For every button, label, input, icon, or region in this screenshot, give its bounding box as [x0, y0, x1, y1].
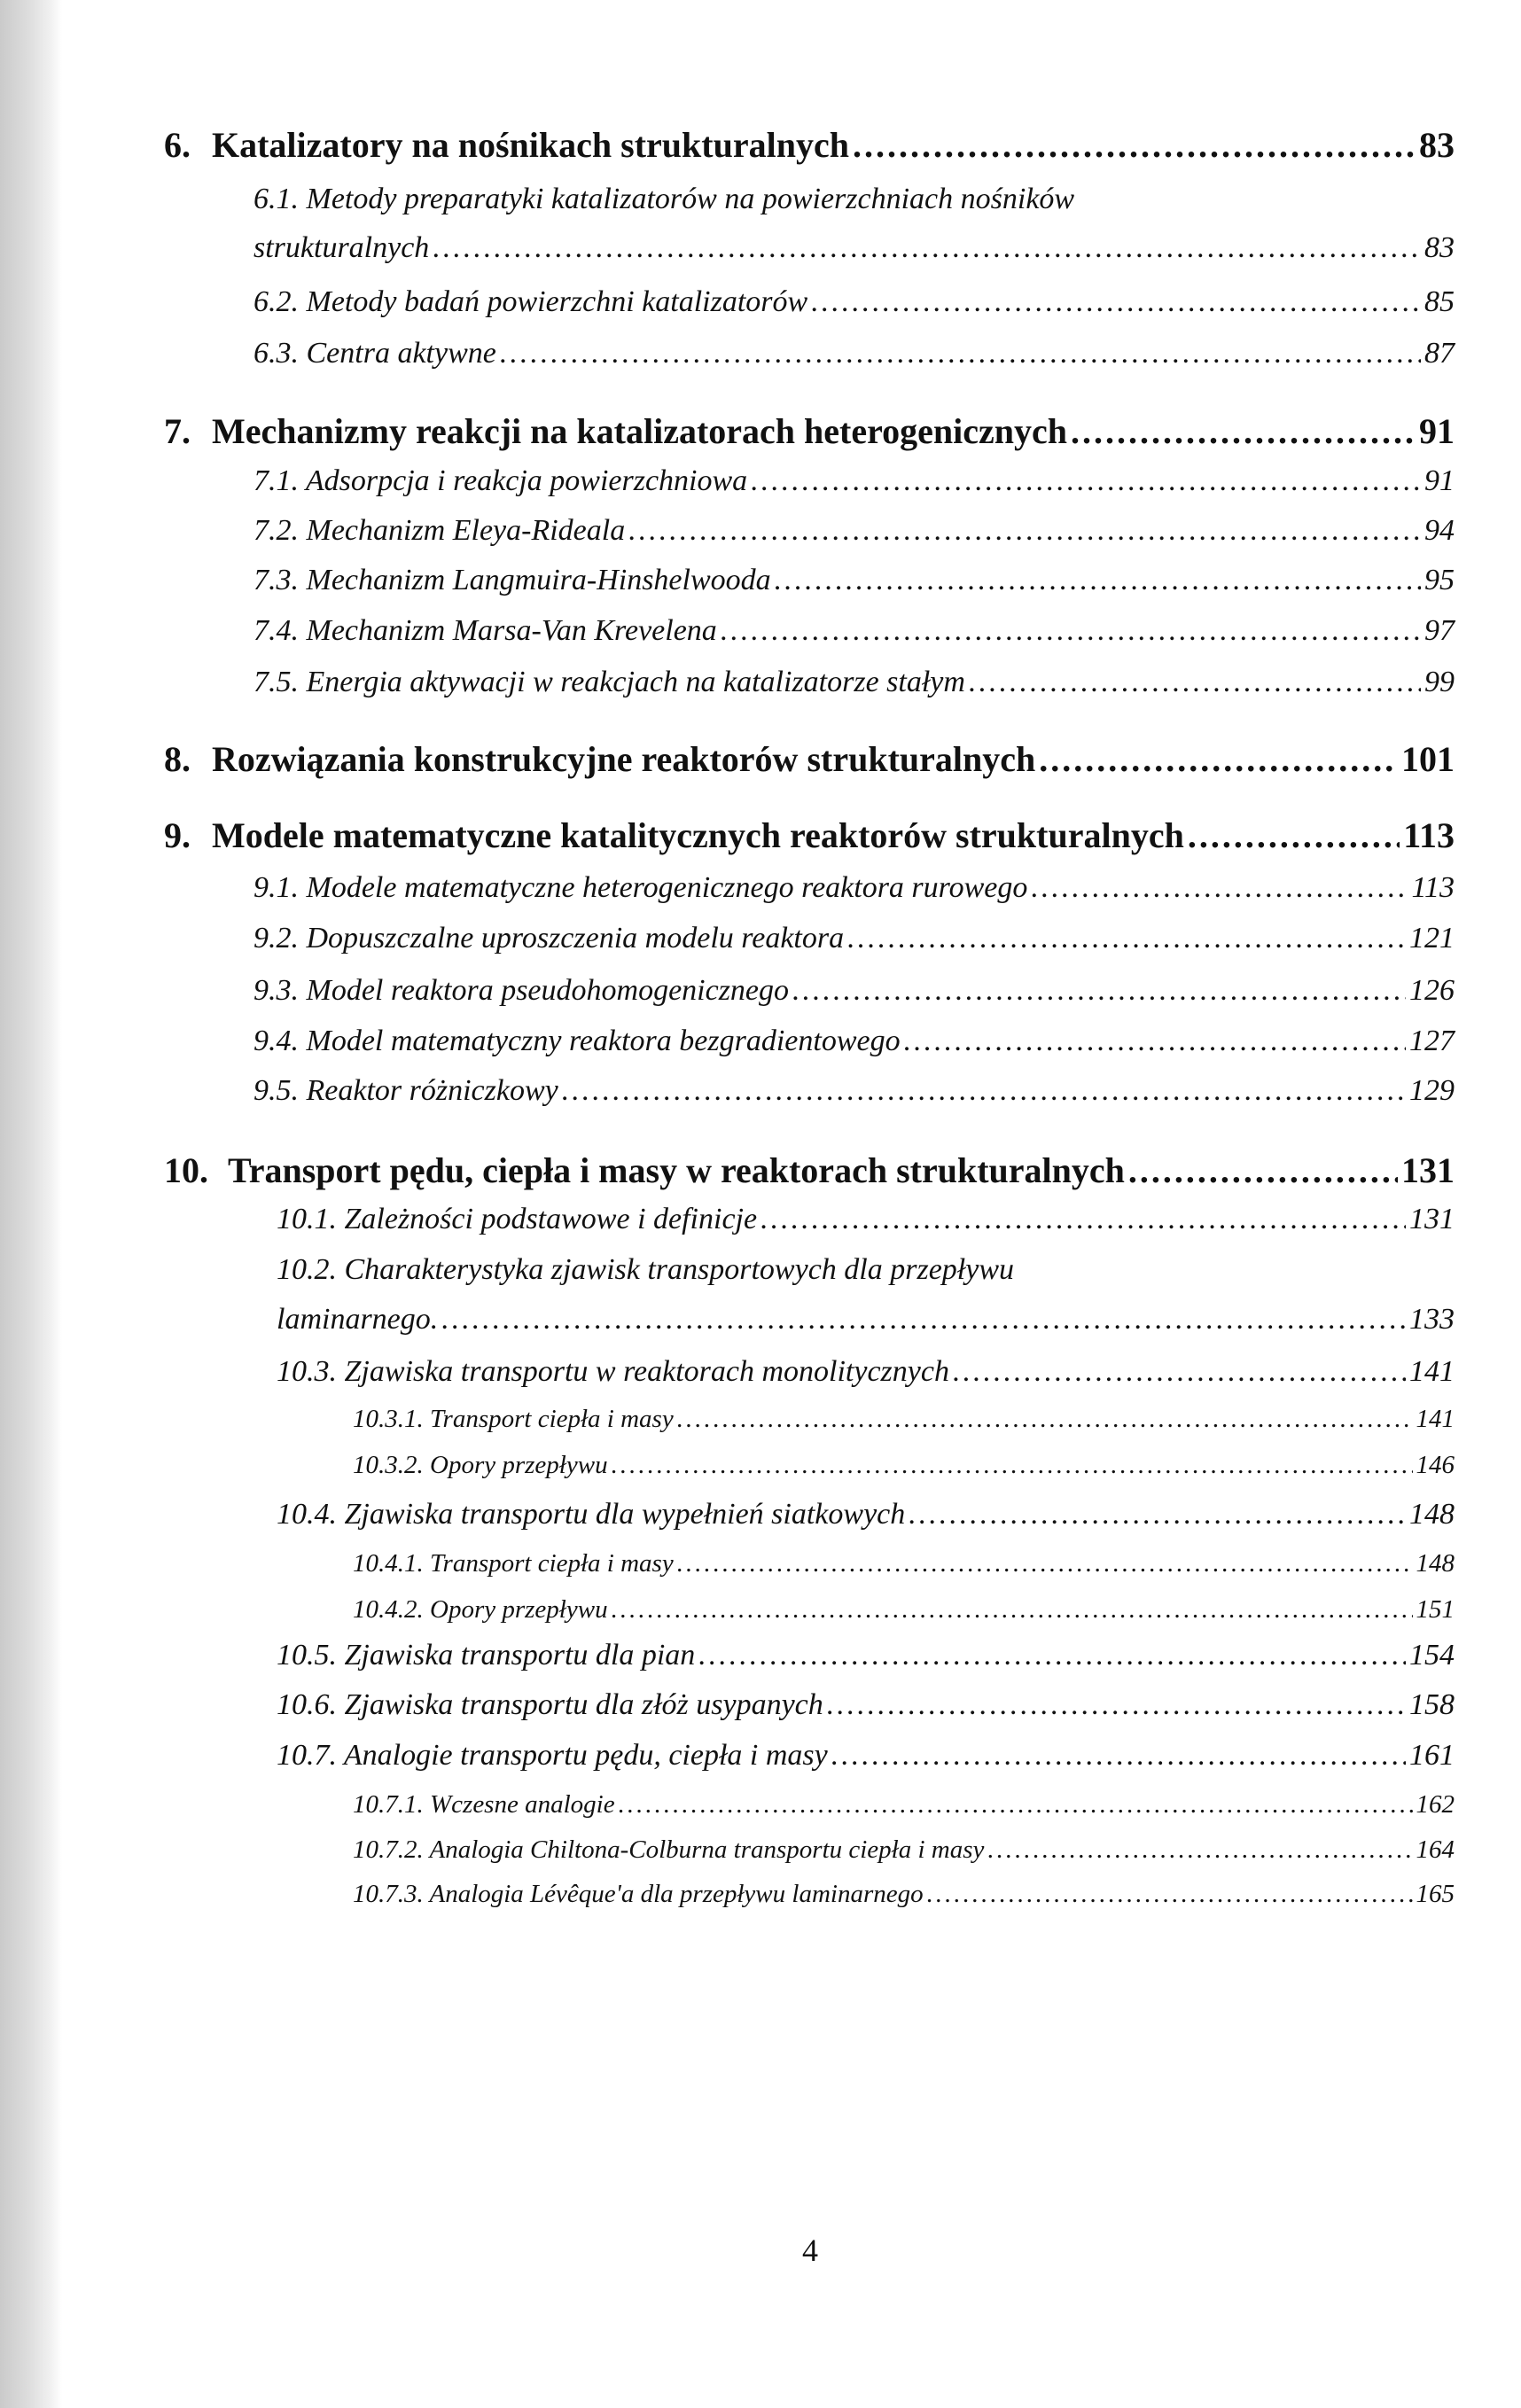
section-title: 9.4. Model matematyczny reaktora bezgradientowego	[254, 1025, 901, 1057]
page-ref: 95	[1424, 564, 1455, 596]
dot-leader	[831, 1739, 1406, 1773]
page-ref: 133	[1409, 1303, 1455, 1336]
subsection-title: 10.7.3. Analogia Lévêque'a dla przepływu laminarnego	[353, 1880, 924, 1908]
toc-chapter-9[interactable]	[164, 814, 1455, 856]
dot-leader	[619, 1790, 1413, 1820]
subsection-title: 10.4.1. Transport ciepła i masy	[353, 1549, 674, 1578]
page-ref: 165	[1416, 1880, 1455, 1908]
section-title: 10.7. Analogie transportu pędu, ciepła i masy	[277, 1739, 828, 1772]
toc-section-10-7[interactable]	[277, 1739, 1455, 1773]
chapter-number: 9.	[164, 815, 191, 855]
dot-leader	[927, 1880, 1413, 1909]
toc-section-10-4[interactable]	[277, 1498, 1455, 1531]
subsection-title: 10.7.2. Analogia Chiltona-Colburna transportu ciepła i masy	[353, 1835, 985, 1864]
section-title: 6.3. Centra aktywne	[254, 337, 496, 370]
page-ref: 91	[1424, 464, 1455, 497]
page-ref: 126	[1409, 974, 1455, 1007]
page-ref: 127	[1409, 1025, 1455, 1057]
page-ref: 164	[1416, 1835, 1455, 1864]
section-title: 10.2. Charakterystyka zjawisk transportowych dla przepływu	[277, 1253, 1015, 1286]
dot-leader	[969, 666, 1421, 699]
section-title: 9.2. Dopuszczalne uproszczenia modelu reaktora	[254, 922, 845, 955]
page-ref: 83	[1424, 231, 1455, 264]
section-title: 10.5. Zjawiska transportu dla pian	[277, 1639, 696, 1672]
toc-section-7-1[interactable]	[254, 464, 1455, 498]
dot-leader	[827, 1688, 1406, 1722]
toc-subsection-10-7-2[interactable]	[353, 1835, 1455, 1865]
page-ref: 87	[1424, 337, 1455, 370]
section-title-cont: strukturalnych	[254, 231, 430, 264]
toc-section-7-4[interactable]	[254, 614, 1455, 648]
toc-section-10-6[interactable]	[277, 1688, 1455, 1722]
page-ref: 85	[1424, 285, 1455, 318]
page-ref: 131	[1409, 1203, 1455, 1235]
toc-section-9-4[interactable]	[254, 1025, 1455, 1058]
toc-section-9-1[interactable]	[254, 871, 1455, 905]
chapter-title: Mechanizmy reakcji na katalizatorach heterogenicznych	[212, 411, 1067, 451]
page-ref: 161	[1409, 1739, 1455, 1772]
dot-leader	[698, 1639, 1406, 1672]
dot-leader	[677, 1549, 1413, 1578]
chapter-title: Rozwiązania konstrukcyjne reaktorów strukturalnych	[212, 739, 1036, 779]
dot-leader	[760, 1203, 1406, 1236]
dot-leader	[909, 1498, 1406, 1531]
toc-chapter-8[interactable]	[164, 738, 1455, 780]
toc-section-10-2[interactable]	[277, 1303, 1455, 1336]
page-ref: 146	[1416, 1451, 1455, 1479]
section-title: 7.1. Adsorpcja i reakcja powierzchniowa	[254, 464, 748, 497]
page-ref: 129	[1409, 1074, 1455, 1107]
page-ref: 158	[1409, 1688, 1455, 1721]
dot-leader	[1031, 871, 1408, 905]
toc-section-7-2[interactable]	[254, 514, 1455, 548]
toc-section-6-3[interactable]	[254, 337, 1455, 370]
page-ref: 113	[1411, 871, 1455, 904]
toc-subsection-10-7-3[interactable]	[353, 1880, 1455, 1909]
toc-chapter-10[interactable]	[164, 1149, 1455, 1191]
section-title: 6.2. Metody badań powierzchni katalizatorów	[254, 285, 808, 318]
dot-leader	[1128, 1149, 1398, 1191]
toc-chapter-7[interactable]	[164, 410, 1455, 452]
dot-leader	[612, 1451, 1413, 1480]
toc-section-7-5[interactable]	[254, 666, 1455, 699]
section-title: 6.1. Metody preparatyki katalizatorów na powierzchniach nośników	[254, 183, 1075, 215]
dot-leader	[500, 337, 1421, 370]
chapter-number: 10.	[164, 1150, 208, 1190]
dot-leader	[612, 1595, 1413, 1625]
chapter-number: 7.	[164, 411, 191, 451]
toc-section-10-3[interactable]	[277, 1355, 1455, 1389]
dot-leader	[1071, 410, 1416, 452]
subsection-title: 10.4.2. Opory przepływu	[353, 1595, 608, 1624]
toc-subsection-10-4-2[interactable]	[353, 1595, 1455, 1625]
page-ref: 141	[1409, 1355, 1455, 1388]
toc-subsection-10-7-1[interactable]	[353, 1790, 1455, 1820]
dot-leader	[904, 1025, 1406, 1058]
dot-leader	[1039, 738, 1398, 780]
page-ref: 121	[1409, 922, 1455, 955]
page-ref: 148	[1409, 1498, 1455, 1531]
section-title: 9.1. Modele matematyczne heterogenicznego reaktora rurowego	[254, 871, 1028, 904]
subsection-title: 10.3.1. Transport ciepła i masy	[353, 1405, 674, 1433]
toc-section-9-3[interactable]	[254, 974, 1455, 1008]
page-ref: 141	[1416, 1405, 1455, 1433]
dot-leader	[441, 1303, 1406, 1336]
page-ref: 151	[1416, 1595, 1455, 1624]
toc-subsection-10-4-1[interactable]	[353, 1549, 1455, 1578]
page-number: 4	[802, 2233, 818, 2268]
section-title: 10.6. Zjawiska transportu dla złóż usypanych	[277, 1688, 823, 1721]
section-title-cont: laminarnego.	[277, 1303, 439, 1336]
toc-section-6-1-line1[interactable]	[254, 183, 1455, 216]
toc-section-7-3[interactable]	[254, 564, 1455, 597]
section-title: 7.5. Energia aktywacji w reakcjach na katalizatorze stałym	[254, 666, 965, 698]
chapter-number: 6.	[164, 125, 191, 165]
page-ref: 148	[1416, 1549, 1455, 1578]
section-title: 7.3. Mechanizm Langmuira-Hinshelwooda	[254, 564, 771, 596]
toc-section-9-2[interactable]	[254, 922, 1455, 955]
toc-section-10-2-line1[interactable]	[277, 1253, 1455, 1287]
toc-section-10-1[interactable]	[277, 1203, 1455, 1236]
chapter-title: Katalizatory na nośnikach strukturalnych	[212, 125, 849, 165]
toc-subsection-10-3-2[interactable]	[353, 1451, 1455, 1480]
section-title: 10.4. Zjawiska transportu dla wypełnień siatkowych	[277, 1498, 906, 1531]
dot-leader	[433, 231, 1421, 265]
section-title: 9.5. Reaktor różniczkowy	[254, 1074, 558, 1107]
toc-section-6-2[interactable]	[254, 285, 1455, 319]
toc-section-10-5[interactable]	[277, 1639, 1455, 1672]
toc-section-6-1[interactable]	[254, 231, 1455, 265]
page-ref: 83	[1419, 125, 1455, 165]
section-title: 9.3. Model reaktora pseudohomogenicznego	[254, 974, 790, 1007]
dot-leader	[628, 514, 1421, 548]
dot-leader	[953, 1355, 1406, 1389]
subsection-title: 10.3.2. Opory przepływu	[353, 1451, 608, 1479]
page-ref: 94	[1424, 514, 1455, 547]
dot-leader	[562, 1074, 1406, 1108]
toc-subsection-10-3-1[interactable]	[353, 1405, 1455, 1434]
page-ref: 91	[1419, 411, 1455, 451]
page-ref: 162	[1416, 1790, 1455, 1819]
section-title: 10.3. Zjawiska transportu w reaktorach monolitycznych	[277, 1355, 949, 1388]
page-ref: 99	[1424, 666, 1455, 698]
toc-section-9-5[interactable]	[254, 1074, 1455, 1108]
page-ref: 101	[1401, 739, 1455, 779]
toc-chapter-6[interactable]	[164, 124, 1455, 166]
subsection-title: 10.7.1. Wczesne analogie	[353, 1790, 615, 1819]
dot-leader	[811, 285, 1421, 319]
dot-leader	[677, 1405, 1413, 1434]
dot-leader	[751, 464, 1421, 498]
page-ref: 131	[1401, 1150, 1455, 1190]
section-title: 7.4. Mechanizm Marsa-Van Krevelena	[254, 614, 717, 647]
dot-leader	[987, 1835, 1412, 1865]
chapter-number: 8.	[164, 739, 191, 779]
page-ref: 97	[1424, 614, 1455, 647]
page-ref: 154	[1409, 1639, 1455, 1672]
dot-leader	[847, 922, 1406, 955]
chapter-title: Transport pędu, ciepła i masy w reaktorach strukturalnych	[228, 1150, 1125, 1190]
dot-leader	[792, 974, 1406, 1008]
dot-leader	[721, 614, 1421, 648]
scan-shadow-edge	[0, 0, 62, 2408]
section-title: 10.1. Zależności podstawowe i definicje	[277, 1203, 758, 1235]
dot-leader	[1188, 814, 1400, 856]
chapter-title: Modele matematyczne katalitycznych reaktorów strukturalnych	[212, 815, 1184, 855]
section-title: 7.2. Mechanizm Eleya-Rideala	[254, 514, 626, 547]
dot-leader	[853, 124, 1416, 166]
page-ref: 113	[1403, 815, 1455, 855]
dot-leader	[775, 564, 1421, 597]
